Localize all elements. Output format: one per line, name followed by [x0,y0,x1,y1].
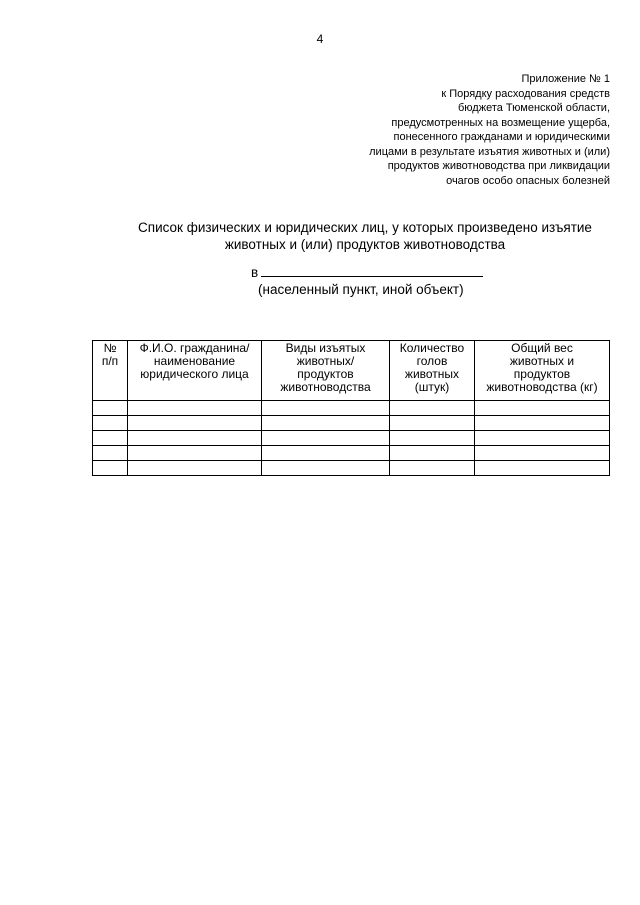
header-number [93,341,128,401]
appendix-block [310,72,610,188]
table-cell[interactable] [128,416,262,431]
appendix-line: бюджета Тюменской области, [458,102,610,114]
table-cell[interactable] [93,401,128,416]
table-header-row [93,341,610,401]
appendix-line: лицами в результате изъятия животных и (или) [369,145,610,158]
header-line: юридического лица [140,367,249,381]
table-cell[interactable] [128,461,262,476]
header-line: (штук) [414,380,450,394]
table-row [93,461,610,476]
table-row [93,401,610,416]
table-cell[interactable] [128,446,262,461]
table-cell[interactable] [128,401,262,416]
table-cell[interactable] [475,401,610,416]
table-cell[interactable] [93,416,128,431]
header-line: животных и [509,354,575,368]
seizure-list-table [92,340,610,476]
header-line: Виды изъятых [285,341,366,355]
appendix-line: предусмотренных на возмещение ущерба, [391,116,610,129]
appendix-line: продуктов животноводства при ликвидации [387,160,610,172]
table-cell[interactable] [390,401,475,416]
header-name [128,341,262,401]
header-line: № [103,341,117,355]
table-cell[interactable] [390,416,475,431]
header-line: продуктов [513,367,571,381]
table-cell[interactable] [93,461,128,476]
header-count [390,341,475,401]
document-title-line-2: животных и (или) продуктов животноводства [224,237,506,252]
table-cell[interactable] [93,431,128,446]
table-cell[interactable] [262,401,390,416]
settlement-caption: (населенный пункт, иной объект) [258,282,464,297]
header-line: животноводства (кг) [486,380,598,394]
header-line: продуктов [297,367,354,381]
appendix-line: понесенного гражданами и юридическими [393,131,610,143]
table-cell[interactable] [262,431,390,446]
header-types [262,341,390,401]
header-line: наименование [153,354,236,368]
table-row [93,431,610,446]
appendix-line: к Порядку расходования средств [441,87,610,100]
settlement-blank-line [261,263,483,277]
appendix-line: Приложение № 1 [521,73,610,85]
table-row [93,416,610,431]
table-cell[interactable] [262,461,390,476]
table-cell[interactable] [475,446,610,461]
table-cell[interactable] [262,446,390,461]
table-cell[interactable] [128,431,262,446]
table-cell[interactable] [475,461,610,476]
table-cell[interactable] [93,446,128,461]
document-title-line-1: Список физических и юридических лиц, у которых произведено изъятие [138,220,592,235]
header-line: животных/ [296,354,355,368]
header-line: Количество [399,341,465,355]
table-cell[interactable] [390,431,475,446]
appendix-line: очагов особо опасных болезней [446,174,610,187]
table-cell[interactable] [475,416,610,431]
table-cell[interactable] [390,461,475,476]
header-line: Общий вес [511,341,573,355]
header-line: животноводства [280,380,371,394]
header-line: Ф.И.О. гражданина/ [139,341,250,355]
table-cell[interactable] [262,416,390,431]
table-cell[interactable] [475,431,610,446]
header-line: п/п [101,354,119,368]
header-weight [475,341,610,401]
table-cell[interactable] [390,446,475,461]
table-row [93,446,610,461]
document-title [100,219,630,253]
settlement-field [251,263,483,281]
header-line: голов [416,354,448,368]
page-number: 4 [316,32,324,46]
header-line: животных [404,367,460,381]
settlement-prefix: в [251,265,259,280]
